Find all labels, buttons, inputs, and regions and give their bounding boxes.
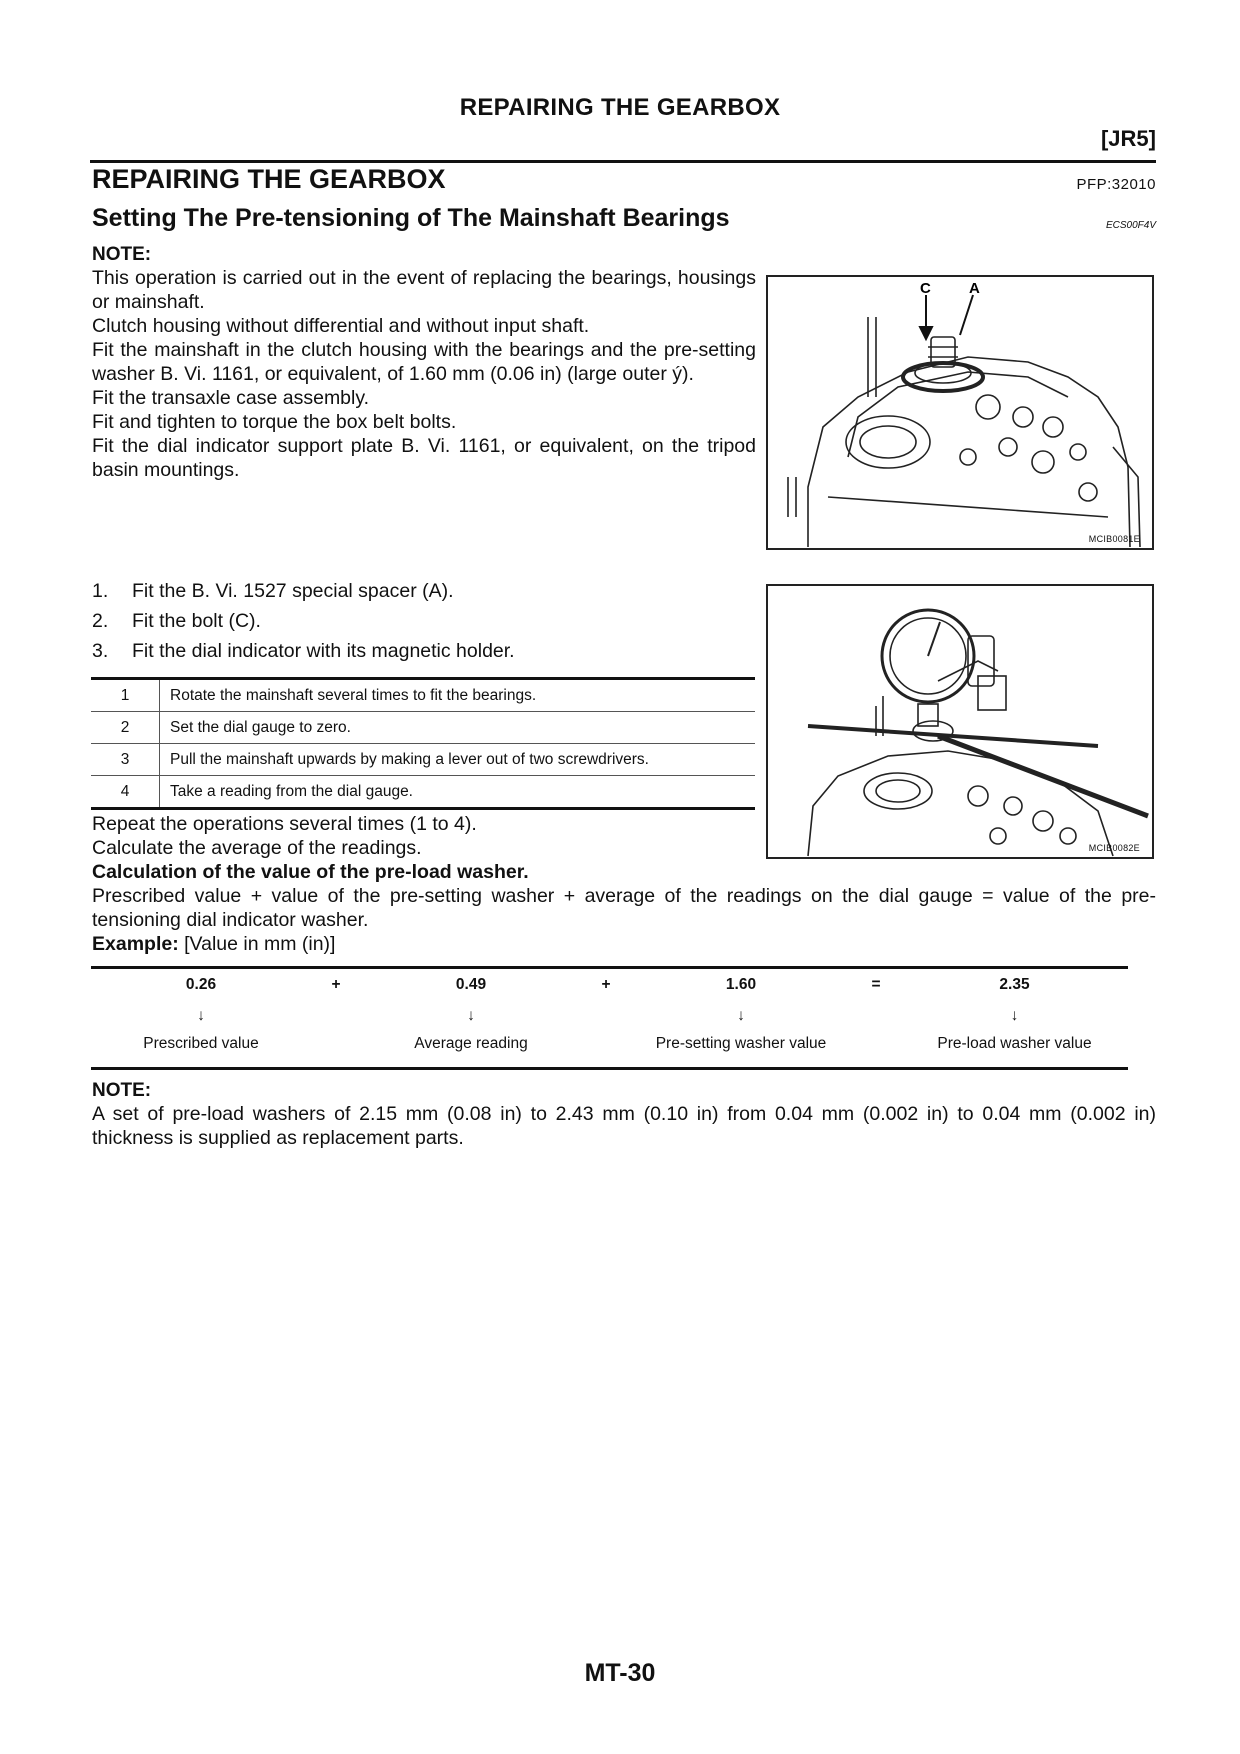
figure-spacer-bolt — [766, 275, 1154, 550]
down-arrow-icon: ↓ — [737, 1007, 745, 1024]
list-item — [92, 576, 756, 606]
step-text: Fit the B. Vi. 1527 special spacer (A). — [132, 580, 454, 602]
down-arrow-icon: ↓ — [197, 1007, 205, 1024]
operation-table-container — [91, 677, 755, 810]
down-arrow-icon: ↓ — [1010, 1007, 1019, 1024]
table-cell-text: Pull the mainshaft upwards by making a lever out of two screwdrivers. — [160, 744, 756, 776]
pfp-code: PFP:32010 — [1076, 176, 1156, 193]
calc-value: 0.26 — [185, 976, 217, 993]
note-text: A set of pre-load washers of 2.15 mm (0.08 in) to 2.43 mm (0.10 in) from 0.04 mm (0.002 in) to 0.04 mm (0.002 in) thickness is supplied as replacement parts. — [92, 1103, 1156, 1149]
calculation-table — [91, 966, 1128, 1070]
example-unit: [Value in mm (in)] — [178, 933, 336, 955]
figure-caption: MCIB0082E — [1088, 843, 1140, 853]
dial-gauge-illustration — [768, 586, 1152, 857]
repeat-block — [92, 812, 756, 860]
table-cell-text: Take a reading from the dial gauge. — [160, 776, 756, 809]
header-rule — [90, 160, 1156, 163]
note-line: This operation is carried out in the event of replacing the bearings, housings or mainshaft. — [92, 267, 756, 313]
calc-arrows-row — [91, 1007, 1128, 1025]
note-line: Clutch housing without differential and without input shaft. — [92, 315, 590, 337]
subsection-code: ECS00F4V — [1105, 220, 1156, 231]
list-item — [92, 636, 756, 666]
example-line — [92, 932, 1156, 956]
table-cell-num: 3 — [91, 744, 160, 776]
example-label: Example: — [92, 933, 179, 955]
table-row — [91, 712, 755, 744]
note-line: Fit and tighten to torque the box belt bolts. — [92, 411, 457, 433]
note-line: Fit the dial indicator support plate B. Vi. 1161, or equivalent, on the tripod basin mountings. — [92, 435, 756, 481]
calc-value: 1.60 — [725, 976, 757, 993]
steps-list-container — [92, 576, 756, 666]
figure-dial-gauge — [766, 584, 1154, 859]
table-cell-text: Rotate the mainshaft several times to fit the bearings. — [160, 679, 756, 712]
calc-values-row — [91, 976, 1128, 994]
note-line: Fit the mainshaft in the clutch housing with the bearings and the pre-setting washer B. Vi. 1161, or equivalent, of 1.60 mm (0.06 in) (large outer ý). — [92, 339, 756, 385]
calc-operator: + — [601, 976, 611, 993]
calc-label: Average reading — [414, 1035, 528, 1052]
calculation-formula: Prescribed value + value of the pre-setting washer + average of the readings on the dial gauge = value of the pre-tensioning dial indicator washer. — [92, 885, 1156, 931]
down-arrow-icon: ↓ — [467, 1007, 475, 1024]
gearbox-illustration — [768, 277, 1152, 548]
table-cell-num: 4 — [91, 776, 160, 809]
calc-value: 2.35 — [999, 976, 1030, 993]
page-header: REPAIRING THE GEARBOX — [459, 94, 781, 121]
step-number: 1. — [92, 580, 109, 602]
step-number: 2. — [92, 610, 109, 632]
calc-operator: = — [871, 976, 881, 993]
subsection-title: Setting The Pre-tensioning of The Mainshaft Bearings — [92, 204, 730, 232]
note-label: NOTE: — [92, 244, 152, 265]
average-line: Calculate the average of the readings. — [92, 837, 422, 859]
table-row — [91, 776, 755, 809]
section-title: REPAIRING THE GEARBOX — [92, 164, 446, 194]
table-cell-num: 1 — [91, 679, 160, 712]
repeat-line: Repeat the operations several times (1 to 4). — [92, 813, 477, 835]
calc-operator: + — [331, 976, 341, 993]
calc-label: Pre-setting washer value — [655, 1035, 827, 1052]
step-text: Fit the dial indicator with its magnetic holder. — [132, 640, 515, 662]
calc-label: Pre-load washer value — [937, 1035, 1092, 1052]
callout-label-c: C — [920, 280, 931, 297]
step-number: 3. — [92, 640, 109, 662]
table-cell-text: Set the dial gauge to zero. — [160, 712, 756, 744]
calculation-block — [92, 860, 1156, 956]
table-row — [91, 744, 755, 776]
calc-value: 0.49 — [455, 976, 487, 993]
operation-table — [91, 677, 755, 810]
callout-label-a: A — [969, 280, 980, 297]
steps-list — [92, 576, 756, 666]
note-block — [92, 244, 756, 482]
calc-labels-row — [91, 1035, 1128, 1053]
calc-label: Prescribed value — [143, 1035, 259, 1052]
table-row — [91, 679, 755, 712]
page-number: MT-30 — [584, 1659, 656, 1687]
note-line: Fit the transaxle case assembly. — [92, 387, 370, 409]
model-code: [JR5] — [1100, 126, 1156, 151]
step-text: Fit the bolt (C). — [132, 610, 261, 632]
table-cell-num: 2 — [91, 712, 160, 744]
calculation-heading: Calculation of the value of the pre-load washer. — [92, 861, 529, 883]
note-label: NOTE: — [92, 1080, 152, 1101]
list-item — [92, 606, 756, 636]
note-block-2 — [92, 1080, 1156, 1150]
figure-caption: MCIB0081E — [1088, 534, 1140, 544]
